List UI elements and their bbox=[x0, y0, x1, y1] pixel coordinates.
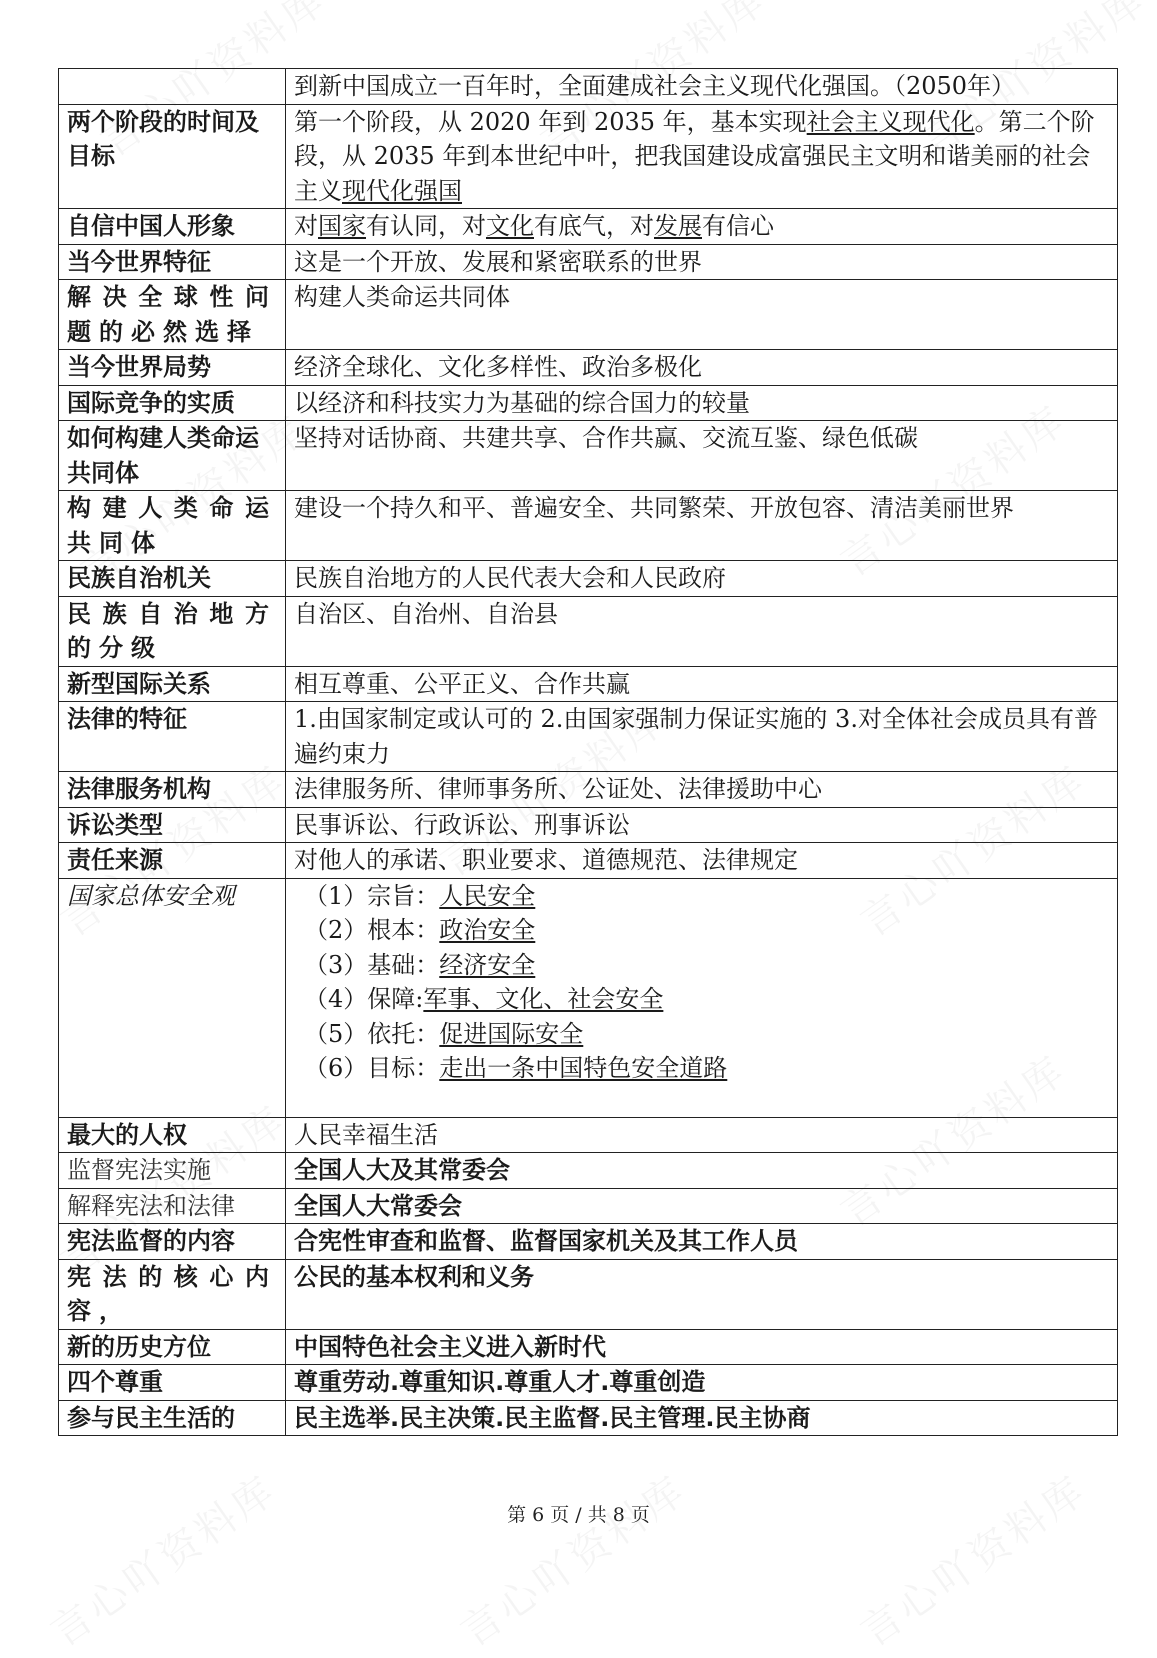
underlined-term: 国家 bbox=[318, 212, 366, 240]
definition-cell: 坚持对话协商、共建共享、合作共赢、交流互鉴、绿色低碳 bbox=[286, 421, 1118, 491]
list-item bbox=[294, 982, 1109, 1017]
text-span: 有信心 bbox=[702, 212, 774, 240]
table-row bbox=[59, 596, 1118, 666]
watermark bbox=[38, 1459, 287, 1657]
term-cell: 诉讼类型 bbox=[59, 807, 286, 843]
table-row bbox=[59, 666, 1118, 702]
definition-cell: 民族自治地方的人民代表大会和人民政府 bbox=[286, 561, 1118, 597]
term-cell: 最大的人权 bbox=[59, 1117, 286, 1153]
table-row bbox=[59, 491, 1118, 561]
definition-cell: 全国人大及其常委会 bbox=[286, 1153, 1118, 1189]
definition-cell: 经济全球化、文化多样性、政治多极化 bbox=[286, 350, 1118, 386]
watermark bbox=[848, 1459, 1097, 1657]
term-cell: 新型国际关系 bbox=[59, 666, 286, 702]
underlined-term: 军事、文化、社会安全 bbox=[423, 985, 664, 1013]
underlined-term: 社会主义现代化 bbox=[806, 107, 975, 136]
list-item bbox=[294, 948, 1109, 983]
term-cell: 两个阶段的时间及目标 bbox=[59, 104, 286, 209]
underlined-term: 文化 bbox=[486, 212, 534, 240]
table-row bbox=[59, 807, 1118, 843]
underlined-term: 走出一条中国特色安全道路 bbox=[439, 1054, 728, 1082]
definition-cell: 中国特色社会主义进入新时代 bbox=[286, 1329, 1118, 1365]
underlined-term: 经济安全 bbox=[439, 950, 536, 979]
definition-cell: 合宪性审查和监督、监督国家机关及其工作人员 bbox=[286, 1224, 1118, 1260]
term-cell: 参与民主生活的 bbox=[59, 1400, 286, 1436]
table-row bbox=[59, 1188, 1118, 1224]
term-cell: 法律的特征 bbox=[59, 702, 286, 772]
term-cell: 责任来源 bbox=[59, 843, 286, 879]
definition-cell: 对他人的承诺、职业要求、道德规范、法律规定 bbox=[286, 843, 1118, 879]
definition-cell: 法律服务所、律师事务所、公证处、法律援助中心 bbox=[286, 772, 1118, 808]
text-span: （6）目标： bbox=[304, 1054, 440, 1082]
definition-cell: 自治区、自治州、自治县 bbox=[286, 596, 1118, 666]
text-span: （4）保障: bbox=[304, 985, 424, 1013]
table-row bbox=[59, 385, 1118, 421]
table-row bbox=[59, 1259, 1118, 1329]
definition-cell bbox=[286, 104, 1118, 209]
underlined-term: 促进国际安全 bbox=[439, 1019, 584, 1048]
table-row bbox=[59, 244, 1118, 280]
definition-cell: 1.由国家制定或认可的 2.由国家强制力保证实施的 3.对全体社会成员具有普遍约束力 bbox=[286, 702, 1118, 772]
definition-cell: 相互尊重、公平正义、合作共赢 bbox=[286, 666, 1118, 702]
term-cell: 构建人类命运共同体 bbox=[59, 491, 286, 561]
underlined-term: 人民安全 bbox=[439, 881, 536, 910]
knowledge-table bbox=[58, 68, 1118, 1436]
page-number: 第 6 页 / 共 8 页 bbox=[507, 1504, 650, 1526]
text-span: （1）宗旨： bbox=[304, 881, 440, 910]
text-span: （3）基础： bbox=[304, 950, 440, 979]
term-cell: 国际竞争的实质 bbox=[59, 385, 286, 421]
text-span: 有认同，对 bbox=[366, 212, 486, 240]
text-span: 。第二个阶段，从 2035 年到本世纪中叶，把我国建设成富强民主文明和谐美丽的社会主义 bbox=[294, 107, 1095, 205]
definition-cell: 以经济和科技实力为基础的综合国力的较量 bbox=[286, 385, 1118, 421]
table-row bbox=[59, 1329, 1118, 1365]
text-span: （5）依托： bbox=[304, 1019, 440, 1048]
term-cell: 监督宪法实施 bbox=[59, 1153, 286, 1189]
table-row bbox=[59, 350, 1118, 386]
term-cell bbox=[59, 69, 286, 105]
table-row bbox=[59, 561, 1118, 597]
table-row bbox=[59, 421, 1118, 491]
table-row bbox=[59, 878, 1118, 1117]
definition-cell: 民主选举.民主决策.民主监督.民主管理.民主协商 bbox=[286, 1400, 1118, 1436]
underlined-term: 政治安全 bbox=[439, 916, 536, 944]
term-cell: 法律服务机构 bbox=[59, 772, 286, 808]
underlined-term: 现代化强国 bbox=[342, 176, 462, 205]
term-cell: 四个尊重 bbox=[59, 1365, 286, 1401]
definition-cell: 公民的基本权利和义务 bbox=[286, 1259, 1118, 1329]
watermark bbox=[448, 1459, 697, 1657]
definition-cell: 尊重劳动.尊重知识.尊重人才.尊重创造 bbox=[286, 1365, 1118, 1401]
term-cell: 自信中国人形象 bbox=[59, 209, 286, 245]
table-row bbox=[59, 280, 1118, 350]
term-cell: 国家总体安全观 bbox=[59, 878, 286, 1117]
term-cell: 当今世界特征 bbox=[59, 244, 286, 280]
term-cell: 如何构建人类命运共同体 bbox=[59, 421, 286, 491]
table-row bbox=[59, 772, 1118, 808]
table-row bbox=[59, 69, 1118, 105]
text-span: 第一个阶段，从 2020 年到 2035 年，基本实现 bbox=[294, 107, 807, 136]
term-cell: 宪法的核心内容， bbox=[59, 1259, 286, 1329]
definition-cell: 构建人类命运共同体 bbox=[286, 280, 1118, 350]
term-cell: 新的历史方位 bbox=[59, 1329, 286, 1365]
list-item bbox=[294, 1017, 1109, 1052]
list-item bbox=[294, 879, 1109, 914]
table-row bbox=[59, 1117, 1118, 1153]
text-span: 对 bbox=[294, 212, 318, 240]
definition-cell: 人民幸福生活 bbox=[286, 1117, 1118, 1153]
definition-cell bbox=[286, 209, 1118, 245]
term-cell: 宪法监督的内容 bbox=[59, 1224, 286, 1260]
definition-cell: 建设一个持久和平、普遍安全、共同繁荣、开放包容、清洁美丽世界 bbox=[286, 491, 1118, 561]
term-cell: 民族自治机关 bbox=[59, 561, 286, 597]
table-row bbox=[59, 1153, 1118, 1189]
table-row bbox=[59, 843, 1118, 879]
definition-cell bbox=[286, 878, 1118, 1117]
table-row bbox=[59, 1400, 1118, 1436]
list-item bbox=[294, 1051, 1109, 1086]
underlined-term: 发展 bbox=[654, 212, 702, 240]
definition-cell: 到新中国成立一百年时，全面建成社会主义现代化强国。（2050年） bbox=[286, 69, 1118, 105]
term-cell: 解释宪法和法律 bbox=[59, 1188, 286, 1224]
table-row bbox=[59, 702, 1118, 772]
term-cell: 当今世界局势 bbox=[59, 350, 286, 386]
table-row bbox=[59, 104, 1118, 209]
term-cell: 民族自治地方的分级 bbox=[59, 596, 286, 666]
text-span: 有底气，对 bbox=[534, 212, 654, 240]
table-row bbox=[59, 1224, 1118, 1260]
table-row bbox=[59, 209, 1118, 245]
list-item bbox=[294, 913, 1109, 948]
definition-cell: 民事诉讼、行政诉讼、刑事诉讼 bbox=[286, 807, 1118, 843]
definition-cell: 全国人大常委会 bbox=[286, 1188, 1118, 1224]
definition-cell: 这是一个开放、发展和紧密联系的世界 bbox=[286, 244, 1118, 280]
table-row bbox=[59, 1365, 1118, 1401]
text-span: （2）根本： bbox=[304, 916, 440, 944]
term-cell: 解决全球性问题的必然选择 bbox=[59, 280, 286, 350]
